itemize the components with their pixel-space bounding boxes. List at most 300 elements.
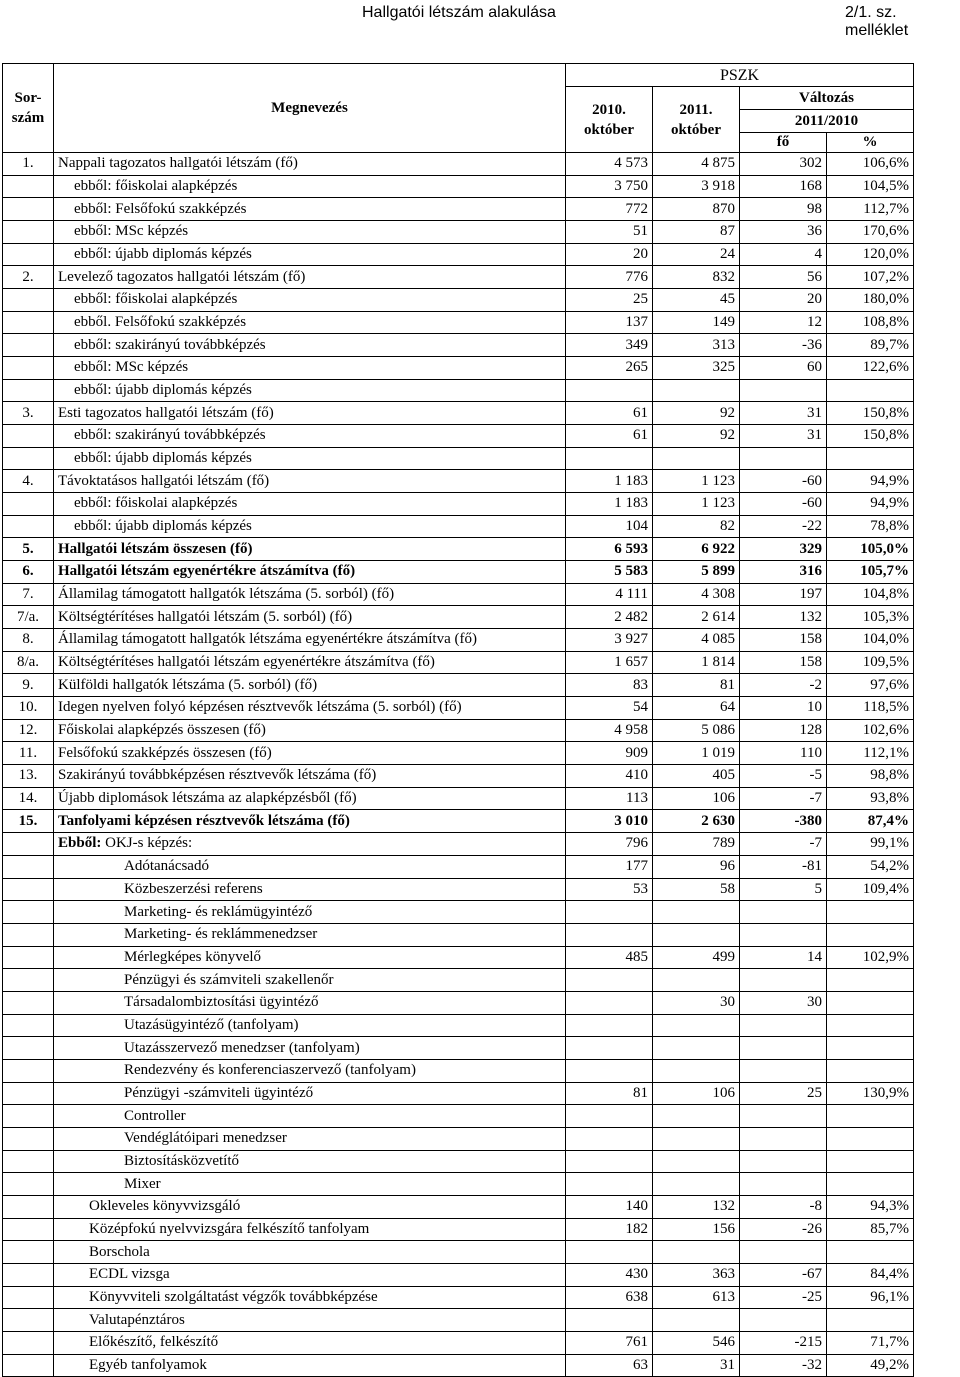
row-name [54, 1173, 566, 1196]
value-2011: 106 [653, 1082, 740, 1105]
row-number [3, 1218, 54, 1241]
row-name [54, 1127, 566, 1150]
value-2010 [566, 991, 653, 1014]
col-header-megnevezes: Megnevezés [54, 64, 566, 153]
row-number: 14. [3, 787, 54, 810]
value-2011: 499 [653, 946, 740, 969]
row-label: ebből: újabb diplomás képzés [74, 518, 252, 535]
change-fo: -25 [740, 1286, 827, 1309]
value-2011: 82 [653, 515, 740, 538]
row-number [3, 311, 54, 334]
change-fo: 30 [740, 991, 827, 1014]
value-2010: 3 010 [566, 810, 653, 833]
row-number [3, 1309, 54, 1332]
row-label: Biztosításközvetítő [124, 1152, 239, 1169]
row-name [54, 1331, 566, 1354]
row-name [54, 1082, 566, 1105]
change-fo: -32 [740, 1354, 827, 1377]
row-label: Tanfolyami képzésen résztvevők létszáma (fő) [58, 812, 350, 829]
row-label: Esti tagozatos hallgatói létszám (fő) [58, 404, 274, 421]
value-2010: 182 [566, 1218, 653, 1241]
row-number: 5. [3, 538, 54, 561]
change-pct [827, 1309, 914, 1332]
row-label: Költségtérítéses hallgatói létszám egyenértékre átszámítva (fő) [58, 654, 435, 671]
value-2010: 776 [566, 266, 653, 289]
row-number [3, 969, 54, 992]
value-2010: 104 [566, 515, 653, 538]
row-number: 15. [3, 810, 54, 833]
col-header-2011: 2011. október [653, 87, 740, 153]
row-number: 12. [3, 719, 54, 742]
change-pct: 109,4% [827, 878, 914, 901]
change-pct: 104,5% [827, 175, 914, 198]
table-row [3, 1173, 914, 1196]
change-fo [740, 379, 827, 402]
row-label: Rendezvény és konferenciaszervező (tanfolyam) [124, 1062, 416, 1079]
table-row [3, 901, 914, 924]
row-label: Utazásszervező menedzser (tanfolyam) [124, 1039, 360, 1056]
row-name [54, 561, 566, 584]
value-2010: 909 [566, 742, 653, 765]
value-2011 [653, 1014, 740, 1037]
value-2010: 4 111 [566, 583, 653, 606]
value-2010: 81 [566, 1082, 653, 1105]
table-row [3, 765, 914, 788]
row-number [3, 1105, 54, 1128]
row-number [3, 991, 54, 1014]
change-fo: 197 [740, 583, 827, 606]
table-row [3, 153, 914, 176]
change-pct: 122,6% [827, 357, 914, 380]
change-fo [740, 1127, 827, 1150]
row-label: ebből: újabb diplomás képzés [74, 246, 252, 263]
change-pct [827, 969, 914, 992]
change-fo: 56 [740, 266, 827, 289]
change-fo: -8 [740, 1195, 827, 1218]
row-name [54, 198, 566, 221]
row-name [54, 946, 566, 969]
change-pct: 84,4% [827, 1263, 914, 1286]
row-number [3, 334, 54, 357]
table-row [3, 538, 914, 561]
change-pct: 109,5% [827, 651, 914, 674]
table-row [3, 1059, 914, 1082]
table-row [3, 1241, 914, 1264]
row-label [58, 835, 192, 851]
value-2010: 61 [566, 402, 653, 425]
row-label: Nappali tagozatos hallgatói létszám (fő) [58, 155, 298, 172]
row-number: 6. [3, 561, 54, 584]
col-header-2010: 2010. október [566, 87, 653, 153]
change-pct: 96,1% [827, 1286, 914, 1309]
value-2010 [566, 447, 653, 470]
value-2010: 772 [566, 198, 653, 221]
value-2011: 789 [653, 833, 740, 856]
table-row [3, 379, 914, 402]
table-row [3, 425, 914, 448]
change-fo: -60 [740, 470, 827, 493]
change-fo: 329 [740, 538, 827, 561]
row-number [3, 357, 54, 380]
row-label: Pénzügyi -számviteli ügyintéző [124, 1084, 314, 1101]
value-2011 [653, 1150, 740, 1173]
change-pct [827, 379, 914, 402]
row-name [54, 289, 566, 312]
table-row [3, 1105, 914, 1128]
value-2010: 3 750 [566, 175, 653, 198]
table-row [3, 787, 914, 810]
value-2011: 132 [653, 1195, 740, 1218]
row-number [3, 901, 54, 924]
value-2011: 106 [653, 787, 740, 810]
change-pct: 120,0% [827, 243, 914, 266]
row-name [54, 1195, 566, 1218]
value-2011 [653, 1105, 740, 1128]
change-fo: 12 [740, 311, 827, 334]
change-pct [827, 1173, 914, 1196]
row-number [3, 243, 54, 266]
row-label: Felsőfokú szakképzés összesen (fő) [58, 744, 272, 761]
value-2010: 761 [566, 1331, 653, 1354]
change-pct: 150,8% [827, 402, 914, 425]
row-label: Hallgatói létszám összesen (fő) [58, 540, 253, 557]
row-label: Külföldi hallgatók létszáma (5. sorból) (fő) [58, 676, 318, 693]
table-row [3, 402, 914, 425]
value-2011 [653, 447, 740, 470]
row-label: ebből: főiskolai alapképzés [74, 291, 238, 308]
table-row [3, 266, 914, 289]
annex-label: 2/1. sz. melléklet [845, 4, 909, 39]
table-row [3, 311, 914, 334]
value-2011: 613 [653, 1286, 740, 1309]
change-fo: 302 [740, 153, 827, 176]
row-name [54, 719, 566, 742]
change-pct: 49,2% [827, 1354, 914, 1377]
page-title: Hallgatói létszám alakulása [362, 4, 556, 21]
change-fo: -7 [740, 787, 827, 810]
table-row [3, 447, 914, 470]
value-2010 [566, 1150, 653, 1173]
change-pct: 94,3% [827, 1195, 914, 1218]
row-name [54, 787, 566, 810]
row-name [54, 810, 566, 833]
table-row [3, 629, 914, 652]
value-2011: 5 899 [653, 561, 740, 584]
row-label: Mérlegképes könyvelő [124, 948, 262, 965]
row-label: Könyvviteli szolgáltatást végzők továbbképzése [89, 1288, 378, 1305]
row-name [54, 1286, 566, 1309]
change-fo [740, 1173, 827, 1196]
row-label: Mixer [124, 1175, 161, 1192]
row-number [3, 1286, 54, 1309]
row-number [3, 1263, 54, 1286]
value-2011: 832 [653, 266, 740, 289]
value-2011 [653, 379, 740, 402]
col-header-pct: % [827, 133, 914, 153]
row-number: 10. [3, 697, 54, 720]
row-number: 9. [3, 674, 54, 697]
value-2010: 1 183 [566, 493, 653, 516]
row-label: Levelező tagozatos hallgatói létszám (fő) [58, 268, 306, 285]
change-fo: 36 [740, 221, 827, 244]
row-number [3, 198, 54, 221]
table-row [3, 1331, 914, 1354]
change-pct: 108,8% [827, 311, 914, 334]
change-fo: 128 [740, 719, 827, 742]
row-label: Borschola [89, 1243, 150, 1260]
change-pct: 106,6% [827, 153, 914, 176]
change-fo: -60 [740, 493, 827, 516]
row-name [54, 1263, 566, 1286]
row-name [54, 425, 566, 448]
change-fo: 316 [740, 561, 827, 584]
change-fo: 31 [740, 402, 827, 425]
row-number [3, 946, 54, 969]
row-label: Közbeszerzési referens [124, 880, 263, 897]
change-pct [827, 1150, 914, 1173]
value-2010: 140 [566, 1195, 653, 1218]
row-number: 7/a. [3, 606, 54, 629]
change-fo: -67 [740, 1263, 827, 1286]
change-fo: -2 [740, 674, 827, 697]
change-pct [827, 1014, 914, 1037]
row-number [3, 1241, 54, 1264]
table-row [3, 606, 914, 629]
row-name [54, 1059, 566, 1082]
row-name [54, 447, 566, 470]
change-fo: 98 [740, 198, 827, 221]
change-fo: -22 [740, 515, 827, 538]
row-name [54, 379, 566, 402]
change-fo: 10 [740, 697, 827, 720]
row-name [54, 311, 566, 334]
value-2010: 485 [566, 946, 653, 969]
change-pct [827, 1105, 914, 1128]
row-label: Controller [124, 1107, 186, 1124]
change-pct: 107,2% [827, 266, 914, 289]
change-pct [827, 1037, 914, 1060]
table-row [3, 1263, 914, 1286]
row-label: Utazásügyintéző (tanfolyam) [124, 1016, 299, 1033]
value-2011: 4 308 [653, 583, 740, 606]
change-pct: 87,4% [827, 810, 914, 833]
change-pct: 97,6% [827, 674, 914, 697]
table-row [3, 470, 914, 493]
row-name [54, 243, 566, 266]
value-2010: 54 [566, 697, 653, 720]
table-row [3, 1218, 914, 1241]
change-pct: 118,5% [827, 697, 914, 720]
row-label: Vendéglátóipari menedzser [124, 1130, 287, 1147]
row-number [3, 855, 54, 878]
row-name [54, 357, 566, 380]
change-pct: 105,3% [827, 606, 914, 629]
row-number [3, 923, 54, 946]
value-2010 [566, 923, 653, 946]
row-name [54, 1354, 566, 1377]
table-row [3, 1354, 914, 1377]
table-row [3, 198, 914, 221]
row-name [54, 878, 566, 901]
col-header-pszk: PSZK [566, 64, 914, 87]
row-label: Szakirányú továbbképzésen résztvevők létszáma (fő) [58, 767, 377, 784]
value-2010 [566, 1105, 653, 1128]
row-number [3, 1127, 54, 1150]
row-name [54, 153, 566, 176]
change-fo: 60 [740, 357, 827, 380]
change-fo [740, 1014, 827, 1037]
value-2010: 3 927 [566, 629, 653, 652]
change-fo: 132 [740, 606, 827, 629]
table-row [3, 742, 914, 765]
table-row [3, 289, 914, 312]
change-pct [827, 1241, 914, 1264]
change-pct [827, 991, 914, 1014]
table-row [3, 175, 914, 198]
table-row [3, 1150, 914, 1173]
change-fo: 158 [740, 651, 827, 674]
value-2011: 58 [653, 878, 740, 901]
row-label: ebből: főiskolai alapképzés [74, 178, 238, 194]
table-row [3, 221, 914, 244]
value-2011: 1 019 [653, 742, 740, 765]
row-label: ebből: főiskolai alapképzés [74, 495, 238, 512]
change-pct [827, 901, 914, 924]
value-2011: 3 918 [653, 175, 740, 198]
change-fo [740, 447, 827, 470]
table-row [3, 1127, 914, 1150]
student-count-table [2, 63, 914, 1377]
value-2010 [566, 1127, 653, 1150]
table-row [3, 946, 914, 969]
row-number: 8/a. [3, 651, 54, 674]
row-number [3, 1150, 54, 1173]
change-pct: 102,9% [827, 946, 914, 969]
row-number: 7. [3, 583, 54, 606]
table-row [3, 243, 914, 266]
table-row [3, 1037, 914, 1060]
table-row [3, 969, 914, 992]
row-label: Távoktatásos hallgatói létszám (fő) [58, 472, 270, 489]
change-fo [740, 969, 827, 992]
value-2011 [653, 1127, 740, 1150]
table-body [3, 153, 914, 1377]
value-2011: 30 [653, 991, 740, 1014]
table-row [3, 334, 914, 357]
value-2010: 1 657 [566, 651, 653, 674]
value-2010: 349 [566, 334, 653, 357]
table-row [3, 810, 914, 833]
value-2011 [653, 1059, 740, 1082]
table-row [3, 515, 914, 538]
value-2011: 149 [653, 311, 740, 334]
row-number: 13. [3, 765, 54, 788]
value-2011: 1 814 [653, 651, 740, 674]
row-name [54, 833, 566, 856]
value-2011: 325 [653, 357, 740, 380]
change-fo: -81 [740, 855, 827, 878]
change-pct: 98,8% [827, 765, 914, 788]
value-2010: 63 [566, 1354, 653, 1377]
row-label: Társadalombiztosítási ügyintéző [124, 994, 319, 1011]
value-2011 [653, 1241, 740, 1264]
col-header-sorszam: Sor- szám [3, 64, 54, 153]
change-fo [740, 901, 827, 924]
col-header-valtozas: Változás [740, 87, 914, 110]
row-label: ebből: újabb diplomás képzés [74, 450, 252, 467]
value-2010: 51 [566, 221, 653, 244]
row-label: ebből: MSc képzés [74, 223, 189, 240]
value-2010: 2 482 [566, 606, 653, 629]
change-pct: 180,0% [827, 289, 914, 312]
value-2011: 5 086 [653, 719, 740, 742]
change-pct [827, 1059, 914, 1082]
value-2010 [566, 1014, 653, 1037]
row-name [54, 969, 566, 992]
change-pct: 94,9% [827, 493, 914, 516]
row-name [54, 175, 566, 198]
change-fo [740, 1241, 827, 1264]
value-2011 [653, 1037, 740, 1060]
row-name [54, 266, 566, 289]
value-2010 [566, 901, 653, 924]
row-label: Idegen nyelven folyó képzésen résztvevők létszáma (5. sorból) (fő) [58, 699, 462, 716]
row-number [3, 221, 54, 244]
value-2011: 92 [653, 425, 740, 448]
value-2010: 410 [566, 765, 653, 788]
row-number [3, 515, 54, 538]
change-fo [740, 923, 827, 946]
value-2011: 31 [653, 1354, 740, 1377]
value-2010: 83 [566, 674, 653, 697]
row-name [54, 1014, 566, 1037]
row-number [3, 833, 54, 856]
change-pct [827, 1127, 914, 1150]
col-header-fo: fő [740, 133, 827, 153]
value-2011: 870 [653, 198, 740, 221]
change-fo [740, 1059, 827, 1082]
row-name [54, 221, 566, 244]
row-name-text: OKJ-s képzés: [101, 835, 193, 852]
row-number [3, 1059, 54, 1082]
value-2011: 24 [653, 243, 740, 266]
table-row [3, 1082, 914, 1105]
value-2011: 405 [653, 765, 740, 788]
row-label: Államilag támogatott hallgatók létszáma egyenértékre átszámítva (fő) [58, 631, 477, 648]
table-row [3, 357, 914, 380]
table-row [3, 651, 914, 674]
change-fo [740, 1150, 827, 1173]
value-2010: 20 [566, 243, 653, 266]
value-2011: 96 [653, 855, 740, 878]
row-name [54, 1309, 566, 1332]
change-pct [827, 447, 914, 470]
change-pct: 71,7% [827, 1331, 914, 1354]
row-label: ebből. Felsőfokú szakképzés [74, 314, 247, 331]
row-number [3, 1331, 54, 1354]
row-name [54, 1150, 566, 1173]
row-number [3, 379, 54, 402]
row-number: 4. [3, 470, 54, 493]
change-pct: 99,1% [827, 833, 914, 856]
row-label: Valutapénztáros [89, 1311, 185, 1328]
row-name [54, 1037, 566, 1060]
value-2010: 137 [566, 311, 653, 334]
change-fo: -215 [740, 1331, 827, 1354]
row-name [54, 402, 566, 425]
table-row [3, 855, 914, 878]
value-2010: 4 958 [566, 719, 653, 742]
